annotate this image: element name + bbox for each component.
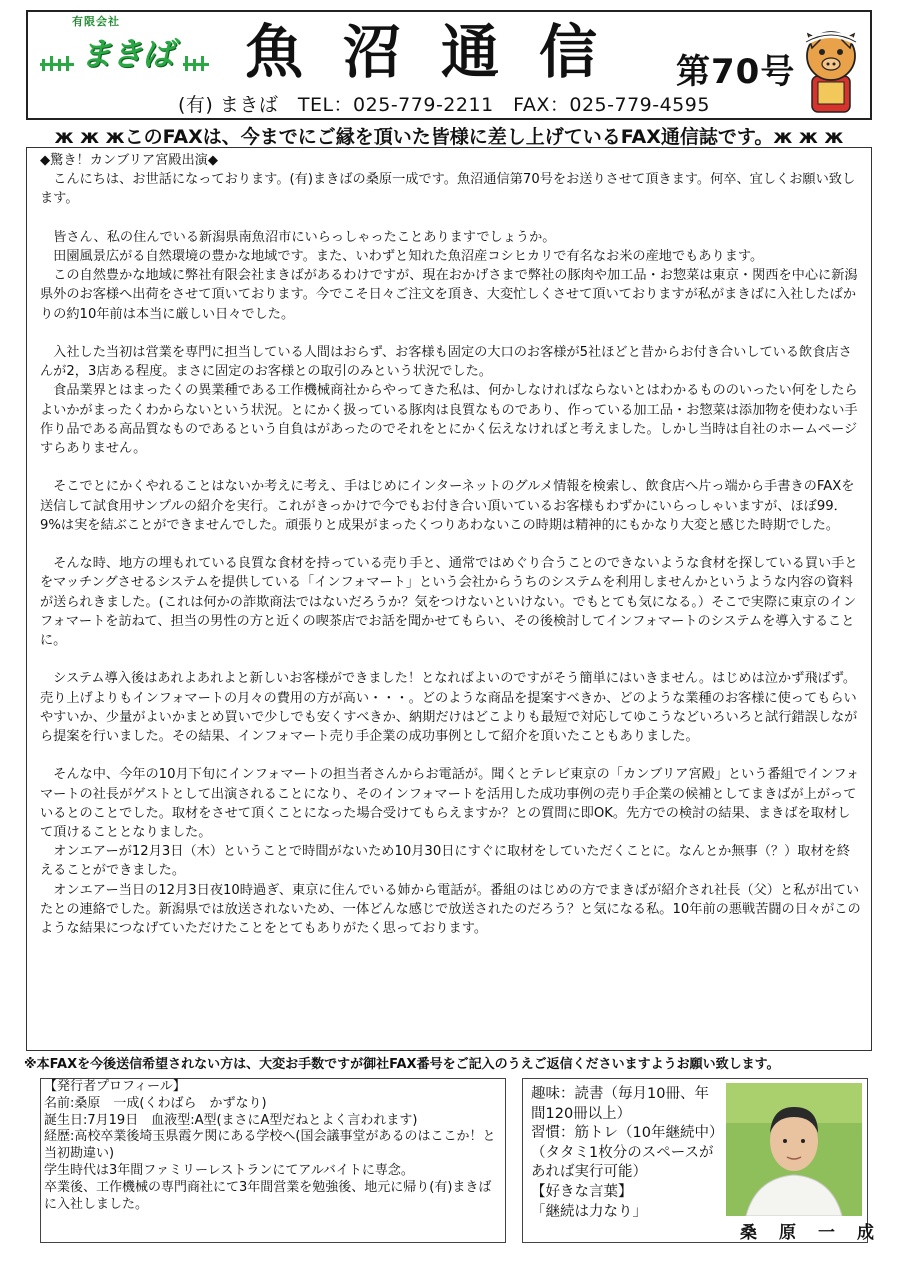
profile-heading: 【発行者プロフィール】 <box>44 1079 186 1094</box>
article-paragraph: オンエアー当日の12月3日夜10時過ぎ、東京に住んでいる姉から電話が。番組のはじめの方でまきばが紹介され社長（父）と私が出ていたとの連絡でした。新潟県では放送されないため、一体どんな感じで放送されたのだろう？と気になる私。10年前の悪戦苦闘の日々がこのような結果につなげていただけたことをとてもありがたく思っております。 <box>40 882 861 937</box>
profile-lines <box>44 1096 504 1214</box>
profile-line: 名前:桑原 一成(くわばら かずなり) <box>44 1095 267 1111</box>
profile-line: 学生時代は3年間ファミリーレストランにてアルバイトに専念。 <box>44 1162 414 1178</box>
logo-fence-left-icon <box>40 53 78 73</box>
article-body <box>40 170 862 938</box>
article-heading: ◆驚き！カンブリア宮殿出演◆ <box>40 153 219 168</box>
contact-line: (有) まきば TEL：025-779-2211 FAX：025-779-4595 <box>178 94 710 116</box>
article-paragraph: そんな時、地方の埋もれている良質な食材を持っている売り手と、通常ではめぐり合うことのできないような食材を探している買い手とをマッチングさせるシステムを提供している「インフォマート」という会社からうちのシステムを利用しませんかというような内容の資料が送られきました。(これは何かの詐欺商法ではないだろうか？気をつけないといけない。でもとても気になる。）そこで実際に東京のインフォマートを訪ねて、担当の男性の方と近くの喫茶店でお話を聞かせてもらい、その後検討してインフォマートのシステムを導入することに。 <box>40 556 858 649</box>
pig-mascot-icon <box>798 20 864 116</box>
paragraph-gap <box>40 650 862 669</box>
logo-company-name: まきば <box>80 35 174 73</box>
newsletter-title: 魚沼通信 <box>245 18 638 86</box>
article-paragraph: 皆さん、私の住んでいる新潟県南魚沼市にいらっしゃったことありますでしょうか。 <box>40 229 556 245</box>
article-paragraph: 田園風景広がる自然環境の豊かな地域です。また、いわずと知れた魚沼産コシヒカリで有名なお米の産地でもあります。 <box>40 249 764 264</box>
fax-banner: ж ж жこのFAXは、今までにご縁を頂いた皆様に差し上げているFAX通信誌です。ж ж ж <box>54 126 844 148</box>
unsubscribe-notice: ※本FAXを今後送信希望されない方は、大変お手数ですが御社FAX番号をご記入のうえご返信くださいますようお願い致します。 <box>24 1057 780 1072</box>
article-paragraph: オンエアーが12月3日（木）ということで時間がないため10月30日にすぐに取材をしていただくことに。なんとか無事（？）取材を終えることができました。 <box>40 844 851 879</box>
article-paragraph: システム導入後はあれよあれよと新しいお客様ができました！となればよいのですがそう簡単にはいきません。はじめは泣かず飛ばず。売り上げよりもインフォマートの月々の費用の方が高い・・・。どのような商品を提案すべきか、どのような業種のお客様に使ってもらいやすいか、少量がよいかまとめ買いで少しでも安くすべきか、納期だけはどこよりも最短で対応してゆこうなどいろいろと試行錯誤しながら提案を行いました。その結果、インフォマート売り手企業の成功事例として紹介を頂いたこともありました。 <box>40 671 858 745</box>
hobby-line: 趣味：読書（毎月10冊、年間120冊以上） <box>531 1086 709 1122</box>
article-paragraph: そんな中、今年の10月下旬にインフォマートの担当者さんからお電話が。聞くとテレビ東京の「カンブリア宮殿」という番組でインフォマートの社長がゲストとして出演されることになり、そのインフォマートを活用した成功事例の売り手企業の候補としてまきばが上がっているとのことでした。取材をさせて頂くことになった場合受けてもらえますか？との質問に即OK。先方での検討の結果、まきばを取材して頂けることとなりました。 <box>40 767 860 841</box>
article <box>40 151 862 938</box>
hobby-line: 【好きな言葉】 <box>531 1183 633 1200</box>
hobby-line: 「継続は力なり」 <box>531 1203 647 1220</box>
paragraph-gap <box>40 324 862 343</box>
logo-company-type: 有限会社 <box>72 15 120 28</box>
paragraph-gap <box>40 535 862 554</box>
article-paragraph: 食品業界とはまったくの異業種である工作機械商社からやってきた私は、何かしなければならないとはわかるもののいったい何をしたらよいかがまったくわからないという状況。とにかく扱っている豚肉は良質なものであり、作っている加工品・お惣菜は添加物を使わない手作り品である高品質なものであるという自負はがあったのでそれをとにかく伝えなければと考えました。しかし当時は自社のホームページすらありません。 <box>40 383 858 457</box>
paragraph-gap <box>40 209 862 228</box>
profile-line: 経歴:高校卒業後埼玉県霞ケ関にある学校へ(国会議事堂があるのはここか！と当初勘違い) <box>44 1129 496 1162</box>
profile-line: 卒業後、工作機械の専門商社にて3年間営業を勉強後、地元に帰り(有)まきばに入社しました。 <box>44 1179 492 1212</box>
hobby-text <box>531 1085 721 1222</box>
profile <box>44 1079 504 1213</box>
hobby-line: 習慣：筋トレ（10年継続中）（タタミ1枚分のスペースがあれば実行可能） <box>531 1125 717 1181</box>
paragraph-gap <box>40 746 862 765</box>
author-signature: 桑原一成 <box>740 1223 896 1243</box>
issue-number: 第70号 <box>676 52 796 92</box>
paragraph-gap <box>40 458 862 477</box>
logo-fence-right-icon <box>183 53 211 73</box>
author-photo <box>726 1083 862 1216</box>
article-paragraph: この自然豊かな地域に弊社有限会社まきばがあるわけですが、現在おかげさまで弊社の豚肉や加工品・お惣菜は東京・関西を中心に新潟県外のお客様へ出荷をさせて頂いております。今でこそ日々ご注文を頂き、大変忙しくさせて頂いておりますが私がまきばに入社したばかりの約10年前は本当に厳しい日々でした。 <box>40 268 858 322</box>
article-paragraph: 入社した当初は営業を専門に担当している人間はおらず、お客様も固定の大口のお客様が5社ほどと昔からお付き合いしている飲食店さんが2，3店ある程度。まさに固定のお客様との取引のみという状況でした。 <box>40 345 852 380</box>
profile-line: 誕生日:7月19日 血液型:A型(まさにA型だねとよく言われます) <box>44 1112 418 1128</box>
article-paragraph: こんにちは、お世話になっております。(有)まきばの桑原一成です。魚沼通信第70号をお送りさせて頂きます。何卒、宜しくお願い致します。 <box>40 172 856 207</box>
article-paragraph: そこでとにかくやれることはないか考えに考え、手はじめにインターネットのグルメ情報を検索し、飲食店へ片っ端から手書きのFAXを送信して試食用サンプルの紹介を実行。これがきっかけで今でもお付き合い頂いているお客様もわずかにいらっしゃいますが、ほぼ99．9%は実を結ぶことができませんでした。頑張りと成果がまったくつりあわないこの時期は精神的にもかなり大変と感じた時期でした。 <box>40 479 855 533</box>
